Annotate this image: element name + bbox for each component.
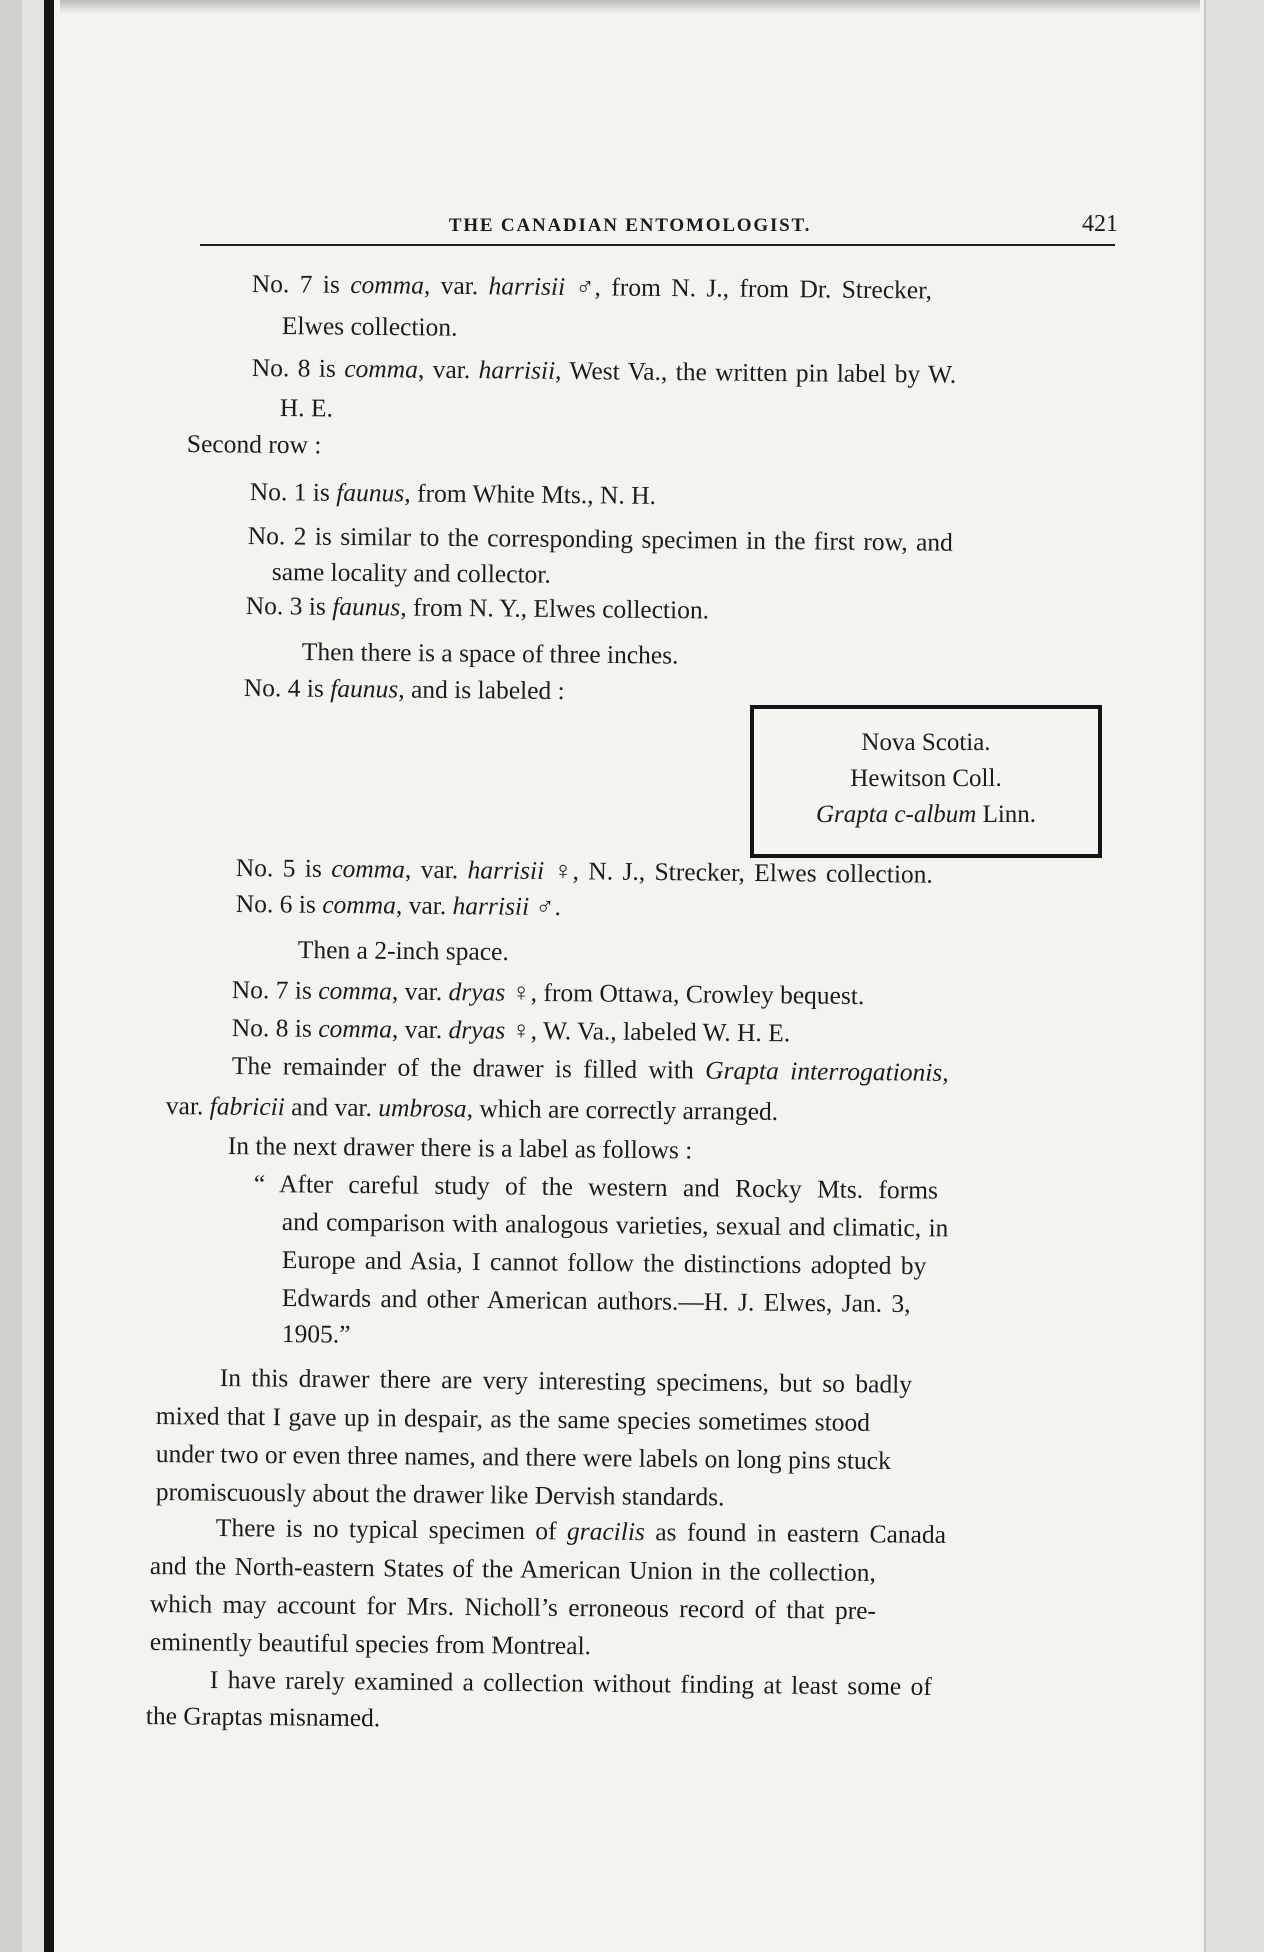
quote-line: 1905.” — [281, 1319, 351, 1349]
text-line: I have rarely examined a collection without finding at least some of — [209, 1665, 932, 1701]
species-name: comma — [322, 889, 397, 920]
variety-name: fabricii — [209, 1091, 285, 1122]
text-run: No. 6 is — [235, 888, 323, 919]
text-run: , var. — [391, 976, 449, 1007]
text-line: which may account for Mrs. Nicholl’s erroneous record of that pre- — [149, 1589, 877, 1625]
text-line: Elwes collection. — [281, 310, 458, 342]
text-run: ♀, W. Va., labeled W. H. E. — [505, 1015, 791, 1048]
text-line: mixed that I gave up in despair, as the same species sometimes stood — [155, 1401, 871, 1437]
text-line: eminently beautiful species from Montreal. — [149, 1627, 592, 1661]
text-run: ♂. — [528, 891, 562, 922]
text-run: There is no typical specimen of — [215, 1513, 568, 1546]
page-number: 421 — [1082, 211, 1118, 237]
text-run: The remainder of the drawer is filled with — [231, 1051, 706, 1085]
book-binding-edge — [44, 0, 54, 1952]
text-line: and the North-eastern States of the American Union in the collection, — [149, 1551, 876, 1587]
text-run: , which are correctly arranged. — [466, 1093, 779, 1126]
species-name: faunus — [336, 477, 405, 508]
label-line-locality: Nova Scotia. — [861, 729, 991, 756]
text-line: No. 2 is similar to the corresponding specimen in the first row, and — [247, 520, 954, 557]
species-name: faunus — [330, 673, 399, 704]
quote-line: Europe and Asia, I cannot follow the distinctions adopted by — [281, 1245, 927, 1281]
text-run: as found in eastern Canada — [644, 1517, 947, 1550]
text-line: In this drawer there are very interesting specimens, but so badly — [219, 1363, 913, 1399]
text-run: ♀, N. J., Strecker, Elwes collection. — [543, 855, 934, 889]
quote-line: Edwards and other American authors.—H. J. Elwes, Jan. 3, — [281, 1283, 911, 1319]
text-run: ♂, from N. J., from Dr. Strecker, — [564, 272, 933, 305]
text-run: , and is labeled : — [398, 674, 565, 706]
text-run: No. 5 is — [235, 852, 332, 883]
text-line — [244, 672, 565, 707]
text-run: , from White Mts., N. H. — [404, 478, 657, 510]
variety-name: harrisii — [467, 855, 545, 885]
text-line — [236, 888, 561, 923]
species-name: Grapta interrogationis, — [705, 1055, 949, 1087]
text-line: H. E. — [279, 392, 334, 423]
scan-right-margin — [1204, 0, 1264, 1952]
species-name: faunus — [332, 591, 401, 622]
species-name: comma — [350, 269, 425, 300]
text-line: the Graptas misnamed. — [145, 1701, 381, 1733]
variety-name: dryas — [448, 977, 506, 1007]
text-line: under two or even three names, and there were labels on long pins stuck — [155, 1439, 891, 1476]
text-line: promiscuously about the drawer like Dervish standards. — [155, 1477, 725, 1512]
text-line: Then a 2-inch space. — [297, 934, 509, 967]
text-run: No. 3 is — [245, 590, 333, 621]
species-name: comma — [331, 853, 406, 884]
variety-name: umbrosa — [378, 1093, 467, 1123]
journal-title: THE CANADIAN ENTOMOLOGIST. — [448, 215, 812, 236]
text-line — [236, 852, 933, 891]
text-run: , from N. Y., Elwes collection. — [400, 592, 710, 625]
text-run: West Va., the written pin label by W. — [561, 355, 957, 389]
text-line — [250, 476, 656, 512]
species-name: gracilis — [566, 1516, 646, 1547]
text-line — [252, 352, 957, 391]
section-heading: Second row : — [186, 428, 322, 460]
text-run: No. 7 is — [231, 974, 319, 1005]
text-run: No. 4 is — [243, 672, 331, 703]
species-name: comma — [318, 975, 393, 1006]
label-line-collection: Hewitson Coll. — [850, 765, 1002, 792]
text-run: , var. — [423, 270, 489, 301]
text-run: and var. — [284, 1092, 379, 1123]
variety-name: harrisii — [488, 271, 566, 302]
specimen-label-box — [750, 705, 1102, 858]
text-run: No. 8 is — [231, 1012, 319, 1043]
text-run: , var. — [404, 854, 468, 885]
text-run: , var. — [395, 890, 453, 921]
text-line — [232, 1012, 791, 1049]
scan-top-shadow — [60, 0, 1200, 14]
text-line — [252, 268, 932, 307]
label-species-name: Grapta c-album — [815, 801, 977, 828]
text-line — [166, 1090, 779, 1128]
text-run: ♀, from Ottawa, Crowley bequest. — [505, 977, 865, 1011]
text-line: In the next drawer there is a label as follows : — [227, 1131, 693, 1165]
text-line: Then there is a space of three inches. — [301, 636, 679, 670]
species-name: comma — [318, 1013, 393, 1044]
variety-name: dryas — [448, 1015, 506, 1045]
text-line: same locality and collector. — [271, 556, 551, 589]
header-rule — [200, 244, 1115, 246]
text-run: No. 7 is — [251, 268, 351, 299]
text-run: No. 1 is — [249, 476, 337, 507]
text-run: No. 8 is — [251, 352, 345, 383]
species-name: comma — [344, 353, 419, 384]
quote-line: and comparison with analogous varieties, sexual and climatic, in — [281, 1207, 949, 1243]
variety-name: harrisii — [452, 891, 530, 921]
text-run: , var. — [391, 1014, 449, 1045]
running-header — [200, 205, 1120, 245]
scan-left-margin — [0, 0, 22, 1952]
text-run: var. — [165, 1091, 210, 1121]
text-run: , var. — [417, 354, 479, 385]
quote-line: “ After careful study of the western and Rocky Mts. forms — [253, 1169, 939, 1205]
variety-name: harrisii, — [478, 355, 562, 385]
label-line-species — [754, 797, 1098, 833]
text-line — [246, 590, 710, 626]
label-author: Linn. — [976, 801, 1037, 828]
text-line — [232, 974, 865, 1012]
